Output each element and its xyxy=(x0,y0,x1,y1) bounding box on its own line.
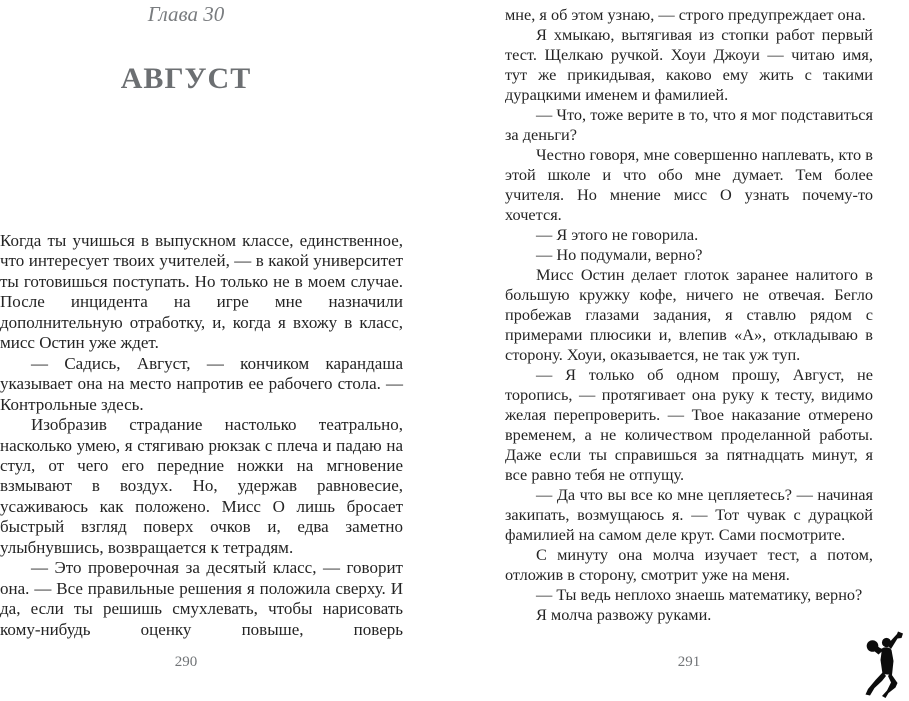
page-number-left: 290 xyxy=(174,654,198,670)
paragraph: — Ты ведь неплохо знаешь математику, верно? xyxy=(536,585,863,604)
paragraph: — Садись, Август, — кончиком карандаша указывает она на место напротив ее рабочего стола. — Контрольные здесь. xyxy=(0,353,403,414)
paragraph: Когда ты учишься в выпускном классе, единственное, что интересует твоих учителей, — в какой университет ты готовишься поступать. Но только не в моем случае. После инцидента на игре мне назначили дополнительную отработку, и, когда я вхожу в класс, мисс Остин уже ждет. xyxy=(0,231,403,353)
paragraph: мне, я об этом узнаю, — строго предупреждает она. xyxy=(505,5,866,24)
page-number-right: 291 xyxy=(677,654,701,670)
chapter-title: АВГУСТ xyxy=(120,62,252,95)
paragraph: — Это проверочная за десятый класс, — говорит она. — Все правильные решения я положила сверху. И да, если ты решишь смухлевать, чтобы нарисовать кому-нибудь оценку повыше, поверь xyxy=(0,558,403,639)
right-page-body xyxy=(505,5,873,625)
paragraph: — Я этого не говорила. xyxy=(536,225,699,244)
left-page-body xyxy=(0,231,403,640)
paragraph: Я хмыкаю, вытягивая из стопки работ первый тест. Щелкаю ручкой. Хоуи Джоуи — читаю имя, тут же прикидывая, каково ему жить с такими дурацкими именем и фамилией. xyxy=(505,25,873,104)
right-page xyxy=(505,0,873,701)
paragraph: С минуту она молча изучает тест, а потом, отложив в сторону, смотрит уже на меня. xyxy=(505,545,873,584)
paragraph: Мисс Остин делает глоток заранее налитого в большую кружку кофе, ничего не отвечая. Бегло пробежав глазами задания, я ставлю рядом с примерами плюсики и, влепив «А», откладываю в сторону. Хоуи, оказывается, не так уж туп. xyxy=(505,265,873,364)
paragraph: Я молча развожу руками. xyxy=(536,605,712,624)
paragraph: — Но подумали, верно? xyxy=(536,245,703,264)
chapter-label: Глава 30 xyxy=(147,2,225,26)
basketball-player-icon xyxy=(857,630,903,698)
paragraph: Изобразив страдание настолько театрально, насколько умею, я стягиваю рюкзак с плеча и падаю на стул, от чего его передние ножки на мгновение взмывают в воздух. Но, удержав равновесие, усаживаюсь как положено. Мисс О лишь бросает быстрый взгляд поверх очков и, едва заметно улыбнувшись, возвращается к тетрадям. xyxy=(0,415,403,557)
paragraph: — Что, тоже верите в то, что я мог подставиться за деньги? xyxy=(505,105,873,144)
paragraph: Честно говоря, мне совершенно наплевать, кто в этой школе и что обо мне думает. Тем более учителя. Но мнение мисс О узнать почему-то хочется. xyxy=(505,145,873,224)
paragraph: — Я только об одном прошу, Август, не торопись, — протягивает она руку к тесту, видимо желая перепроверить. — Твое наказание отмерено временем, а не количеством проделанной работы. Даже если ты справишься за пятнадцать минут, я все равно тебя не отпущу. xyxy=(505,365,873,484)
paragraph: — Да что вы все ко мне цепляетесь? — начиная закипать, возмущаюсь я. — Тот чувак с дурацкой фамилией на самом деле крут. Сами посмотрите. xyxy=(505,485,873,544)
left-page xyxy=(0,0,403,701)
